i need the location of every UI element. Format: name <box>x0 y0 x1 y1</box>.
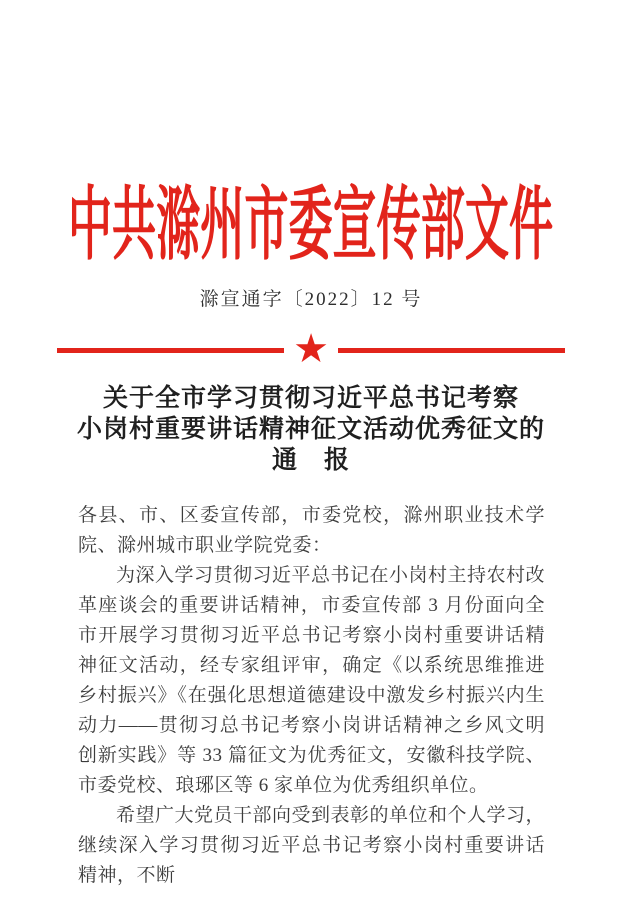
document-body <box>0 501 622 891</box>
divider-rule-right <box>338 348 565 353</box>
letterhead-title: 中共滁州市委宣传部文件 <box>68 180 554 270</box>
paragraph-2: 希望广大党员干部向受到表彰的单位和个人学习，继续深入学习贯彻习近平总书记考察小岗村重要讲话精神，不断 <box>78 805 546 886</box>
letterhead <box>0 166 622 268</box>
doc-title-line-3: 通 报 <box>271 447 350 474</box>
doc-title-line-2: 小岗村重要讲话精神征文活动优秀征文的 <box>76 416 545 443</box>
divider-rule-left <box>57 348 284 353</box>
paragraph-1: 为深入学习贯彻习近平总书记在小岗村主持农村改革座谈会的重要讲话精神，市委宣传部 3 月份面向全市开展学习贯彻习近平总书记考察小岗村重要讲话精神征文活动，经专家组评审，确定《以系统思维推进乡村振兴》《在强化思想道德建设中激发乡村振兴内生动力——贯彻习总书记考察小岗讲话精神之乡风文明创新实践》等 33 篇征文为优秀征文，安徽科技学院、市委党校、琅琊区等 6 家单位为优秀组织单位。 <box>78 565 546 796</box>
doc-number: 滁宣通字〔2022〕12 号 <box>199 289 423 310</box>
star-icon: ★ <box>293 326 329 372</box>
doc-title-line-1: 关于全市学习贯彻习近平总书记考察 <box>102 385 519 412</box>
red-divider <box>57 326 565 372</box>
doc-title <box>0 383 622 476</box>
salutation: 各县、市、区委宣传部，市委党校，滁州职业技术学院、滁州城市职业学院党委： <box>78 505 545 556</box>
